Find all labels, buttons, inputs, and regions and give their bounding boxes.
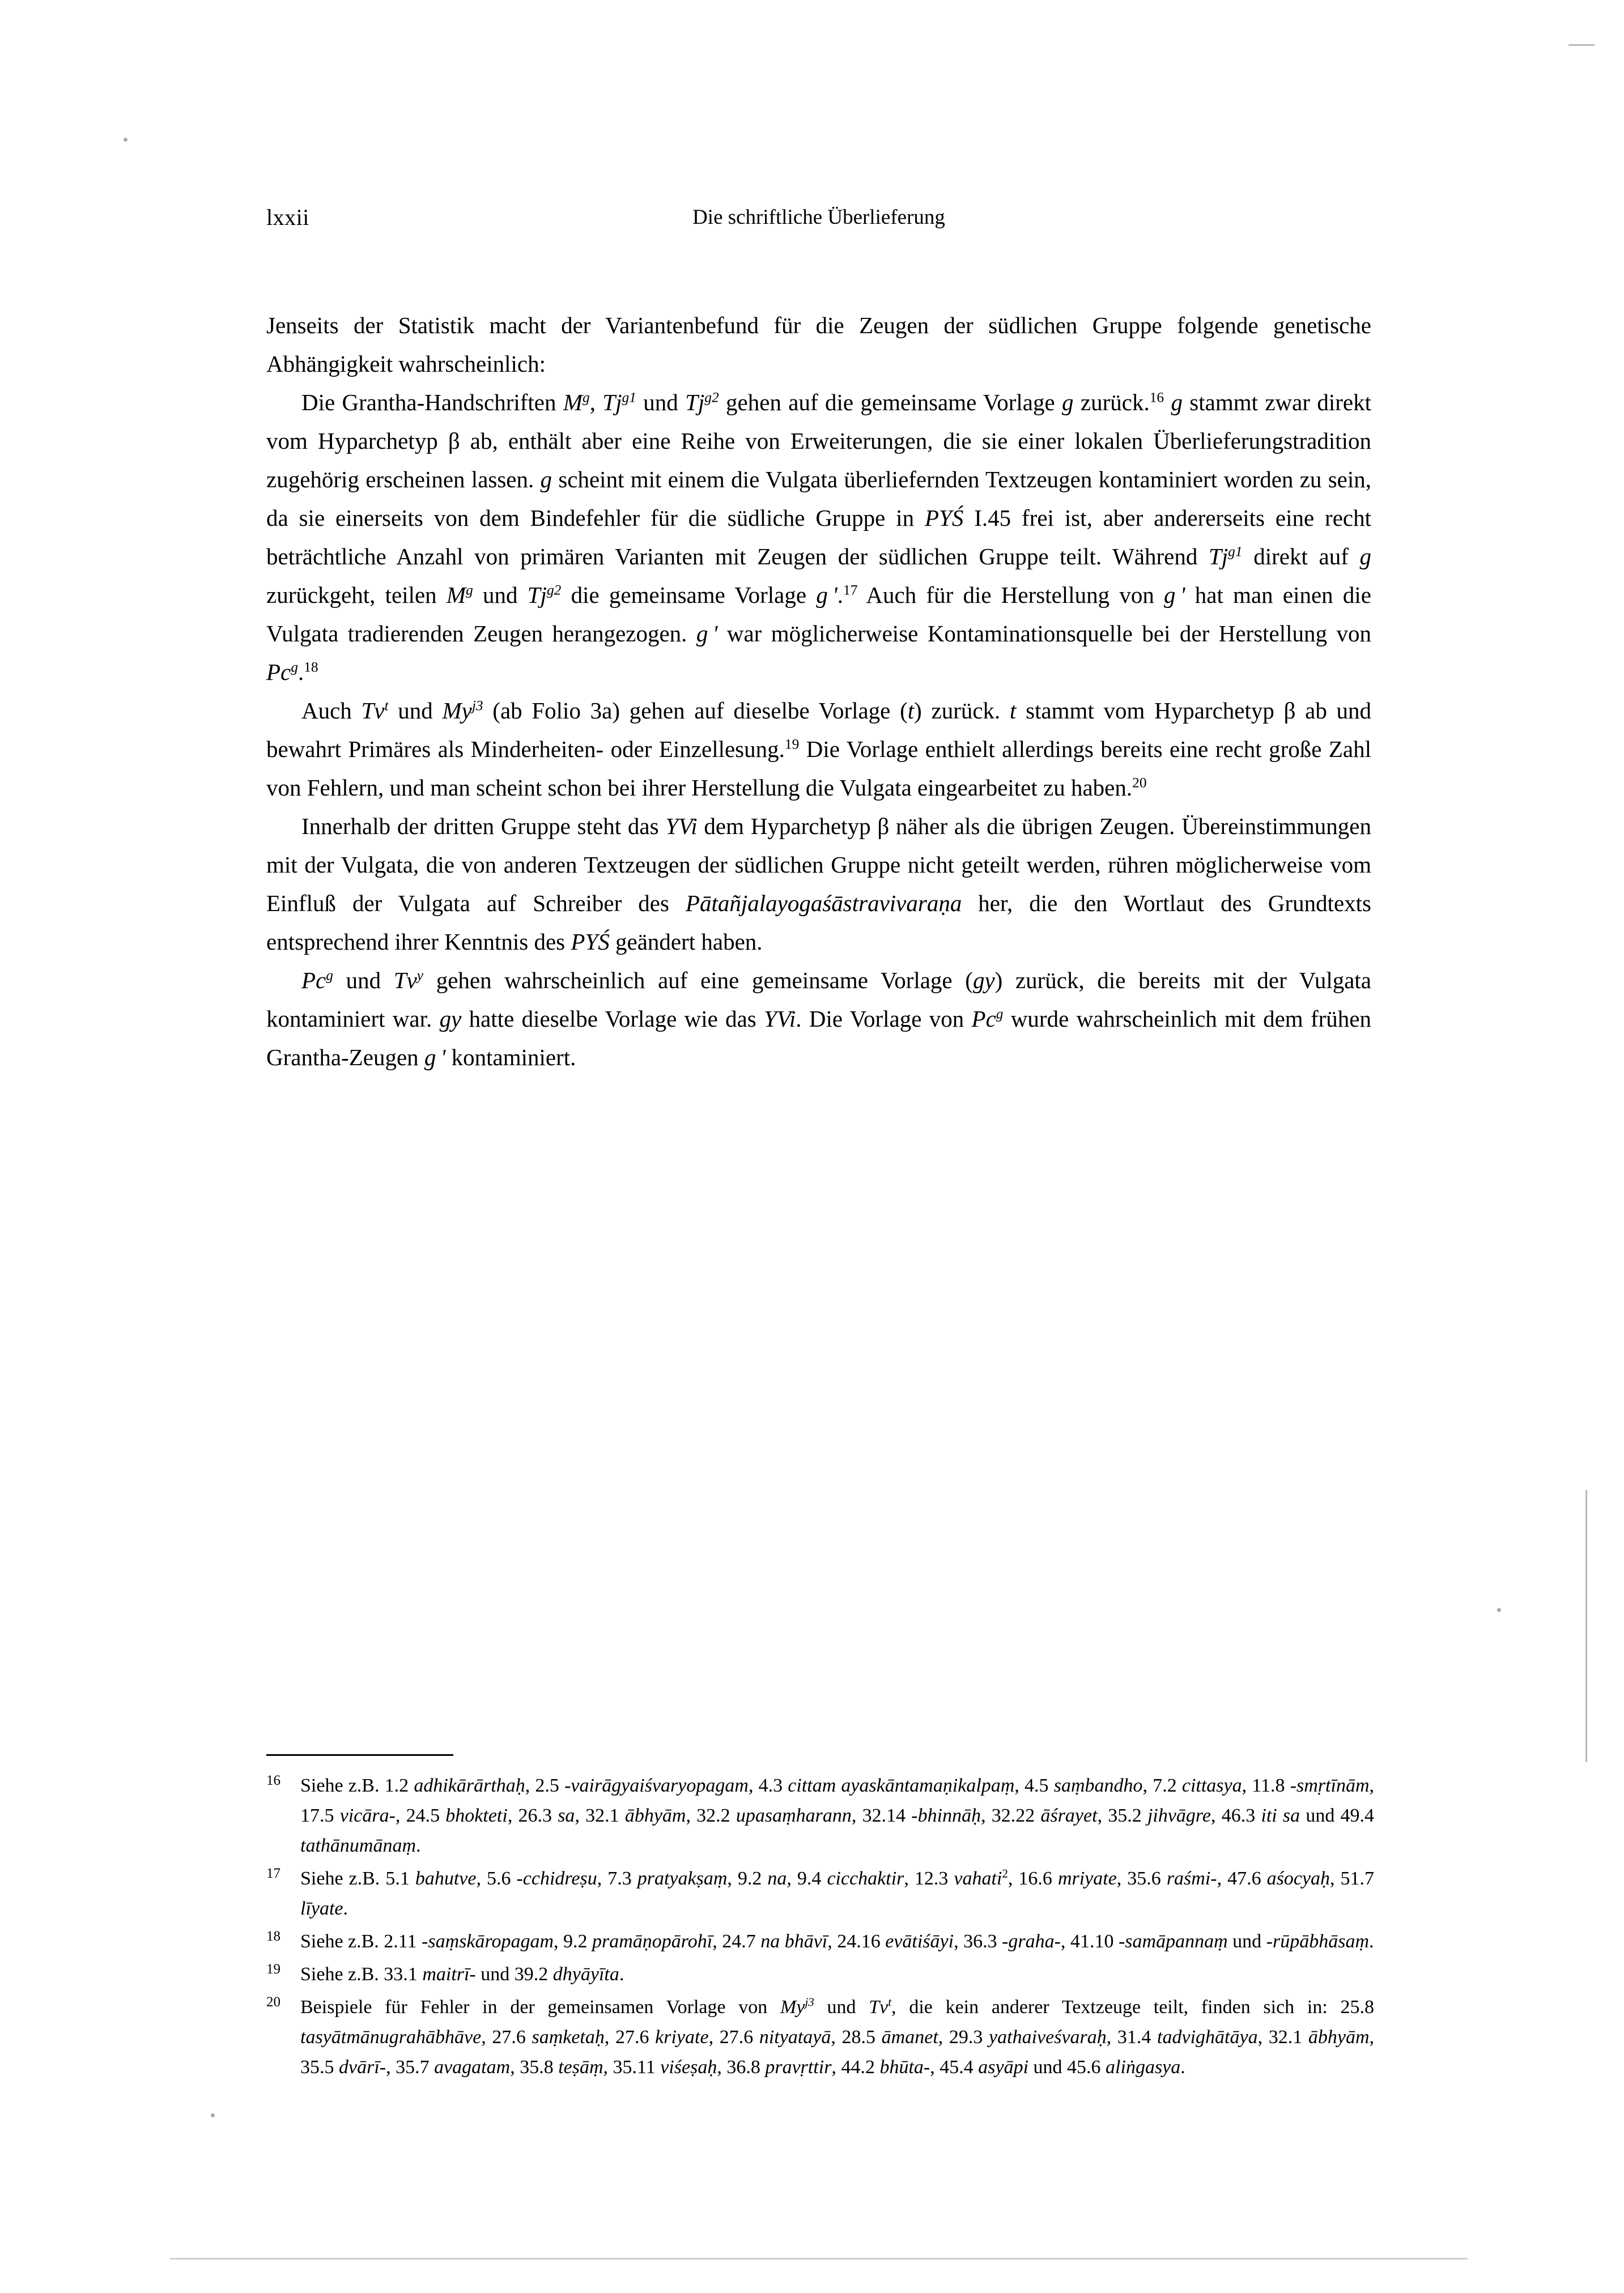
footnote [266, 1926, 1374, 1956]
footnote [266, 1771, 1374, 1861]
scan-edge-mark [1568, 44, 1595, 46]
footnote-number: 16 [266, 1773, 280, 1788]
footnote-text: Siehe z.B. 1.2 adhikārārthaḥ, 2.5 -vairāgyaiśvaryopagam, 4.3 cittam ayaskāntamaṇikalpaṃ, 4.5 saṃbandho, 7.2 cittasya, 11.8 -smṛtīnām, 17.5 vicāra-, 24.5 bhokteti, 26.3 sa, 32.1 ābhyām, 32.2 upasaṃharann, 32.14 -bhinnāḥ, 32.22 āśrayet, 35.2 jihvāgre, 46.3 iti sa und 49.4 tathānumānaṃ. [300, 1775, 1375, 1856]
footnote-separator [266, 1754, 453, 1756]
page-header [266, 204, 1371, 232]
footnote [266, 1992, 1374, 2082]
footnote-number: 17 [266, 1866, 280, 1881]
footnote-area [266, 1771, 1374, 2085]
footnote-number: 19 [266, 1962, 280, 1977]
paragraph: Die Grantha-Handschriften $M^g$, $Tj^{g1}$ und $Tj^{g2}$ gehen auf die gemeinsame Vorlage g zurück.$^{16}$ g stammt zwar direkt vom Hyparchetyp β ab, enthält aber eine Reihe von Erweiterungen, die sie einer lokalen Überlieferungstradition zugehörig erscheinen lassen. g scheint mit einem die Vulgata überliefernden Textzeugen kontaminiert worden zu sein, da sie einerseits von dem Bindefehler für die südliche Gruppe in PYŚ I.45 frei ist, aber andererseits eine recht beträchtliche Anzahl von primären Varianten mit Zeugen der südlichen Gruppe teilt. Während $Tj^{g1}$ direkt auf g zurückgeht, teilen $M^g$ und $Tj^{g2}$ die gemeinsame Vorlage g '.$^{17}$ Auch für die Herstellung von g ' hat man einen die Vulgata tradierenden Zeugen herangezogen. g ' war möglicherweise Kontaminationsquelle bei der Herstellung von Pc$^g$.$^{18}$ [266, 389, 1371, 685]
folio-number: lxxii [266, 205, 309, 230]
paragraph: Pc$^g$ und Tv$^y$ gehen wahrscheinlich auf eine gemeinsame Vorlage (gy) zurück, die bereits mit der Vulgata kontaminiert war. gy hatte dieselbe Vorlage wie das YVi. Die Vorlage von Pc$^g$ wurde wahrscheinlich mit dem frühen Grantha-Zeugen g ' kontaminiert. [266, 967, 1372, 1070]
footnote [266, 1959, 1374, 1989]
running-title: Die schriftliche Überlieferung [692, 206, 945, 229]
footnote-text: Beispiele für Fehler in der gemeinsamen Vorlage von $My^{j3}$ und Tv$^t$, die kein anderer Textzeuge teilt, finden sich in: 25.8 tasyātmānugrahābhāve, 27.6 saṃketaḥ, 27.6 kriyate, 27.6 nityatayā, 28.5 āmanet, 29.3 yathaiveśvaraḥ, 31.4 tadvighātāya, 32.1 ābhyām, 35.5 dvārī-, 35.7 avagatam, 35.8 teṣāṃ, 35.11 viśeṣaḥ, 36.8 pravṛttir, 44.2 bhūta-, 45.4 asyāpi und 45.6 aliṅgasya. [300, 1995, 1375, 2078]
scan-speck [211, 2113, 215, 2117]
paragraph: Jenseits der Statistik macht der Variantenbefund für die Zeugen der südlichen Gruppe folgende genetische Abhängigkeit wahrscheinlich: [266, 312, 1371, 377]
footnote-text: Siehe z.B. 5.1 bahutve, 5.6 -cchidreṣu, 7.3 pratyakṣaṃ, 9.2 na, 9.4 cicchaktir, 12.3 vahati$^2$, 16.6 mriyate, 35.6 raśmi-, 47.6 aśocyaḥ, 51.7 līyate. [300, 1866, 1375, 1919]
footnote-number: 18 [266, 1929, 280, 1944]
footnote [266, 1864, 1374, 1924]
body-text [266, 306, 1371, 1077]
footnote-number: 20 [266, 1994, 280, 2010]
scan-speck [124, 138, 127, 142]
scan-speck [1497, 1608, 1501, 1612]
scan-edge-line [170, 2258, 1468, 2260]
paragraph: Innerhalb der dritten Gruppe steht das YVi dem Hyparchetyp β näher als die übrigen Zeugen. Übereinstimmungen mit der Vulgata, die von anderen Textzeugen der südlichen Gruppe nicht geteilt werden, rühren möglicherweise vom Einfluß der Vulgata auf Schreiber des Pātañjalayogaśāstravivaraṇa her, die den Wortlaut des Grundtexts entsprechend ihrer Kenntnis des PYŚ geändert haben. [266, 813, 1372, 955]
footnote-text: Siehe z.B. 33.1 maitrī- und 39.2 dhyāyīta. [300, 1964, 624, 1985]
scan-edge-line [1585, 1490, 1587, 1762]
paragraph: Auch Tv$^t$ und $My^{j3}$ (ab Folio 3a) gehen auf dieselbe Vorlage (t) zurück. t stammt vom Hyparchetyp β ab und bewahrt Primäres als Minderheiten- oder Einzellesung.$^{19}$ Die Vorlage enthielt allerdings bereits eine recht große Zahl von Fehlern, und man scheint schon bei ihrer Herstellung die Vulgata eingearbeitet zu haben.$^{20}$ [266, 697, 1372, 801]
footnote-text: Siehe z.B. 2.11 -saṃskāropagam, 9.2 pramāṇopārohī, 24.7 na bhāvī, 24.16 evātiśāyi, 36.3 -graha-, 41.10 -samāpannaṃ und -rūpābhāsaṃ. [300, 1931, 1374, 1952]
